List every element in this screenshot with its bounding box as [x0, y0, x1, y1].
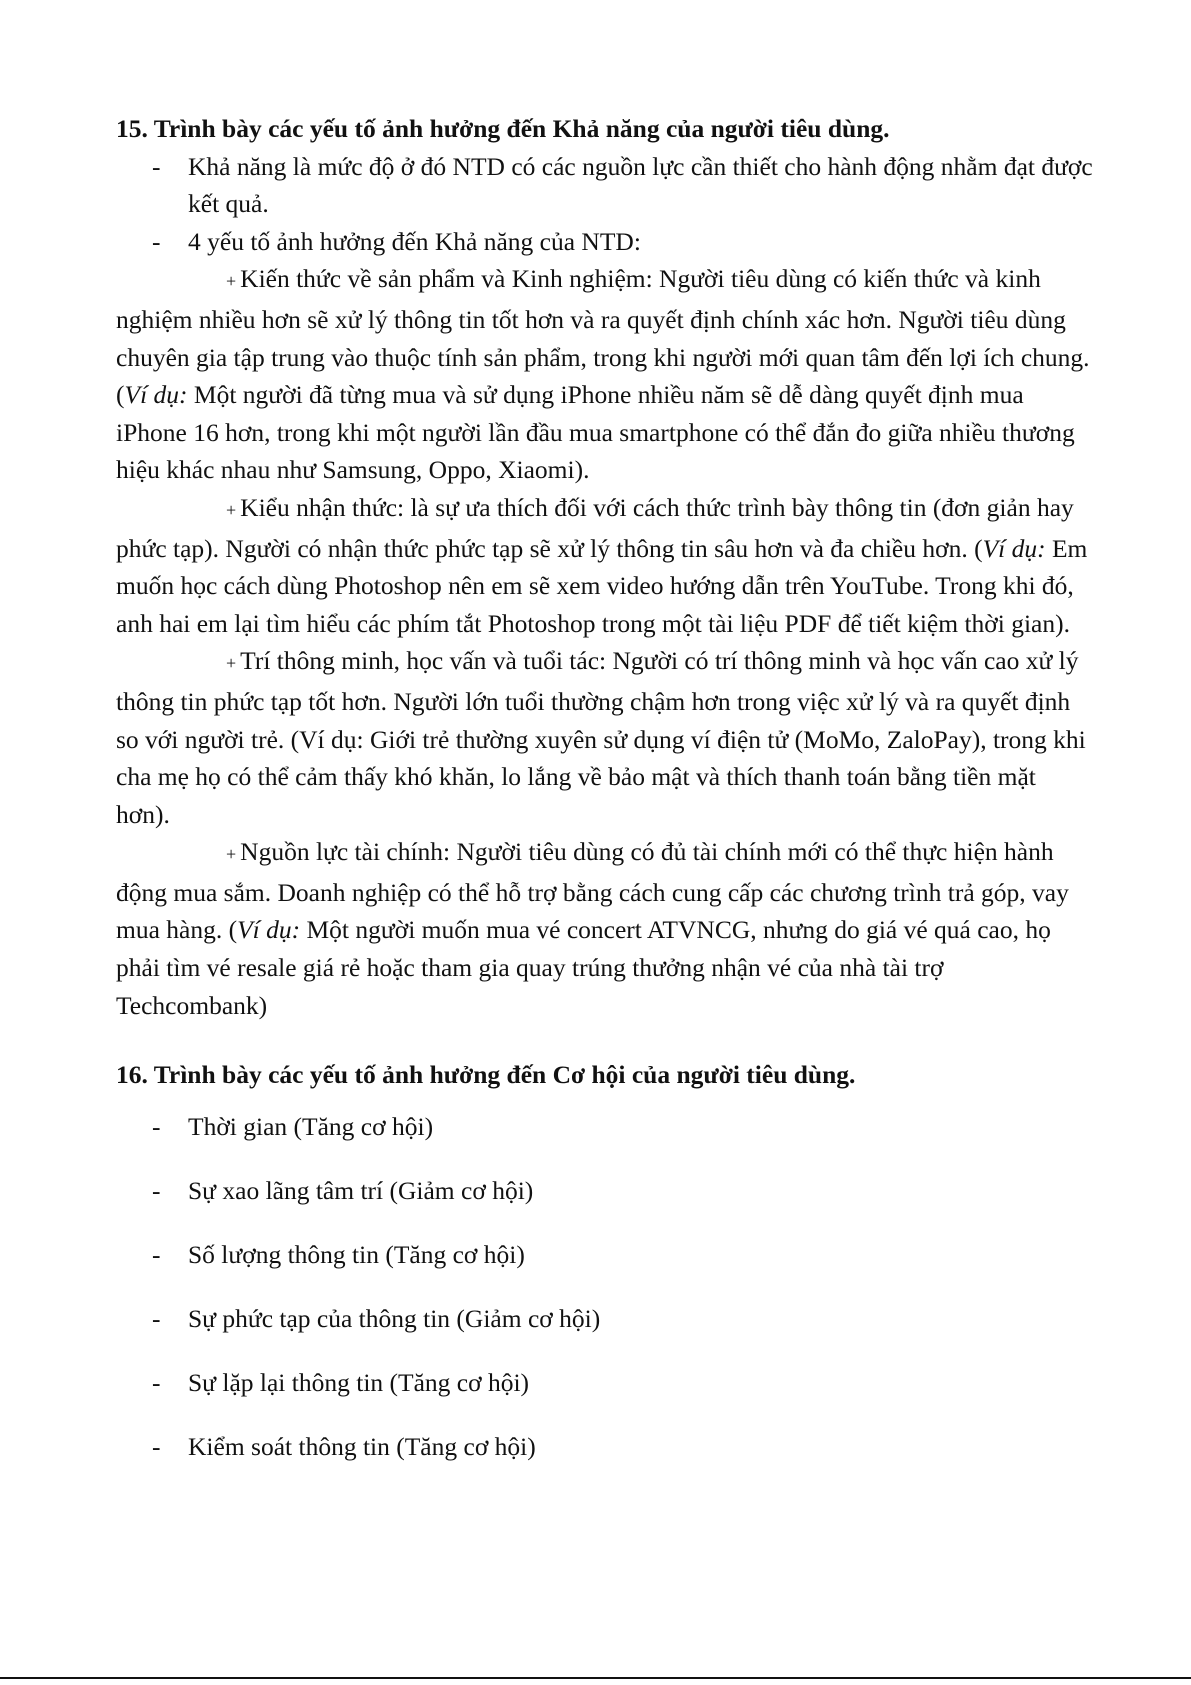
factor-financial-paragraph [116, 833, 1096, 1024]
dash-bullet: - [152, 1304, 161, 1334]
q15-bullet-factors-intro [116, 223, 1096, 261]
factor-cognitive-style-example: Em muốn học cách dùng Photoshop nên em sẽ xem video hướng dẫn trên YouTube. Trong khi đó, anh hai em lại tìm hiểu các phím tắt Photoshop trong một tài liệu PDF để tiết kiệm thời gian). [116, 533, 1088, 638]
factor-cognitive-style-paragraph [116, 489, 1096, 642]
question-15-heading: 15. Trình bày các yếu tố ảnh hưởng đến Khả năng của người tiêu dùng. [116, 114, 890, 143]
list-item-text: Sự xao lãng tâm trí (Giảm cơ hội) [188, 1175, 534, 1205]
q15-bullet-definition [116, 148, 1096, 223]
plus-bullet: + [226, 271, 237, 292]
list-item-text: Thời gian (Tăng cơ hội) [188, 1111, 434, 1141]
factor-financial-text: Nguồn lực tài chính: Người tiêu dùng có đủ tài chính mới có thể thực hiện hành động mua sắm. Doanh nghiệp có thể hỗ trợ bằng cách cung cấp các chương trình trả góp, vay mua hàng. ( [116, 837, 1069, 945]
plus-bullet: + [226, 653, 237, 674]
dash-bullet: - [152, 226, 161, 256]
page-bottom-rule [0, 1677, 1191, 1679]
list-item [116, 1172, 1096, 1210]
list-item-text: Sự lặp lại thông tin (Tăng cơ hội) [188, 1368, 530, 1398]
list-item [116, 1428, 1096, 1466]
dash-bullet: - [152, 1111, 161, 1141]
question-16-heading: 16. Trình bày các yếu tố ảnh hưởng đến Cơ hội của người tiêu dùng. [116, 1060, 856, 1090]
dash-bullet: - [152, 1175, 161, 1205]
factor-knowledge-text: Kiến thức về sản phẩm và Kinh nghiệm: Người tiêu dùng có kiến thức và kinh nghiệm nhiều hơn sẽ xử lý thông tin tốt hơn và ra quyết định chính xác hơn. Người tiêu dùng chuyên gia tập trung vào thuộc tính sản phẩm, trong khi người mới quan tâm đến lợi ích chung. ( [116, 264, 1090, 410]
list-item [116, 1300, 1096, 1338]
factor-knowledge-example: Một người đã từng mua và sử dụng iPhone nhiều năm sẽ dễ dàng quyết định mua iPhone 16 hơn, trong khi một người lần đầu mua smartphone có thể đắn đo giữa nhiều thương hiệu khác nhau như Samsung, Oppo, Xiaomi). [116, 380, 1075, 485]
section-spacer [116, 1024, 1096, 1056]
plus-bullet: + [226, 844, 237, 865]
factor-knowledge-paragraph [116, 260, 1096, 489]
dash-bullet: - [152, 1240, 161, 1270]
q15-bullet-definition-text: Khả năng là mức độ ở đó NTD có các nguồn lực cần thiết cho hành động nhằm đạt được kết quả. [188, 151, 1093, 219]
factor-financial-example: Một người muốn mua vé concert ATVNCG, nhưng do giá vé quá cao, họ phải tìm vé resale giá rẻ hoặc tham gia quay trúng thưởng nhận vé của nhà tài trợ Techcombank) [116, 915, 1051, 1020]
q16-factor-list [116, 1108, 1096, 1466]
list-item [116, 1364, 1096, 1402]
list-item [116, 1108, 1096, 1146]
list-item-text: Số lượng thông tin (Tăng cơ hội) [188, 1240, 525, 1270]
example-label: Ví dụ: [124, 380, 188, 410]
example-label: Ví dụ: [237, 915, 301, 945]
factor-cognitive-style-text: Kiểu nhận thức: là sự ưa thích đối với cách thức trình bày thông tin (đơn giản hay phức tạp). Người có nhận thức phức tạp sẽ xử lý thông tin sâu hơn và đa chiều hơn. ( [116, 492, 1074, 563]
dash-bullet: - [152, 1432, 161, 1462]
document-content [116, 110, 1096, 1492]
q15-bullet-factors-intro-text: 4 yếu tố ảnh hưởng đến Khả năng của NTD: [188, 226, 641, 256]
example-label: Ví dụ: [982, 533, 1046, 563]
factor-intelligence-text: Trí thông minh, học vấn và tuổi tác: Người có trí thông minh và học vấn cao xử lý thông tin phức tạp tốt hơn. Người lớn tuổi thường chậm hơn trong việc xử lý và ra quyết định so với người trẻ. (Ví dụ: Giới trẻ thường xuyên sử dụng ví điện tử (MoMo, ZaloPay), trong khi cha mẹ họ có thể cảm thấy khó khăn, lo lắng về bảo mật và thích thanh toán bằng tiền mặt hơn). [116, 646, 1086, 829]
list-item-text: Kiểm soát thông tin (Tăng cơ hội) [188, 1432, 536, 1462]
plus-bullet: + [226, 499, 237, 520]
list-item-text: Sự phức tạp của thông tin (Giảm cơ hội) [188, 1304, 601, 1334]
dash-bullet: - [152, 1368, 161, 1398]
dash-bullet: - [152, 151, 161, 181]
factor-intelligence-paragraph [116, 642, 1096, 833]
list-item [116, 1236, 1096, 1274]
